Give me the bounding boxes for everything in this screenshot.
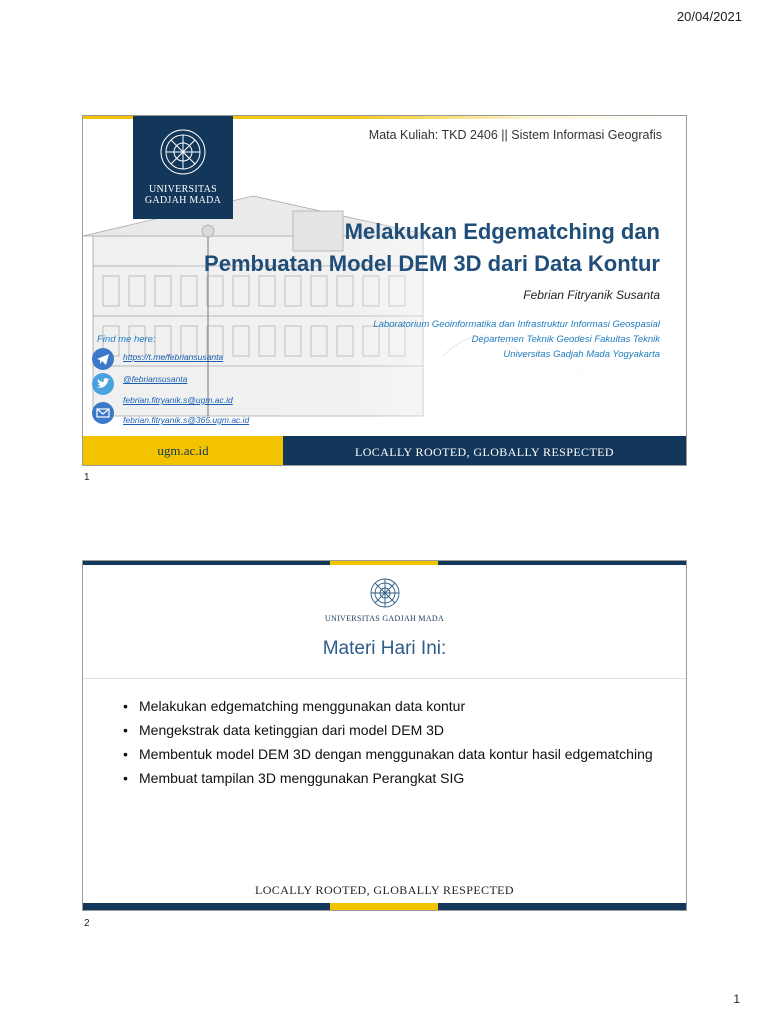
top-bar-left: [83, 561, 330, 565]
email-link-ugm[interactable]: febrian.fitryanik.s@ugm.ac.id: [123, 395, 233, 405]
top-bar-middle: [330, 561, 438, 565]
list-item: • Melakukan edgematching menggunakan data kontur: [117, 697, 657, 716]
bottom-bar-right: [438, 903, 686, 910]
find-me-label: Find me here:: [97, 334, 156, 345]
bottom-bar-left: [83, 903, 330, 910]
affiliation: Laboratorium Geoinformatika dan Infrastruktur Informasi Geospasial Departemen Teknik Geodesi Fakultas Teknik Universitas Gadjah Mada Yogyakarta: [373, 319, 660, 360]
top-bar-right: [438, 561, 686, 565]
page-number: 1: [733, 992, 740, 1006]
telegram-link[interactable]: https://t.me/febriansusanta: [123, 352, 224, 362]
course-label: Mata Kuliah: TKD 2406 || Sistem Informasi Geografis: [368, 128, 662, 142]
author-name: Febrian Fitryanik Susanta: [523, 288, 660, 302]
slide-number-2: 2: [84, 918, 90, 929]
footer-tagline: LOCALLY ROOTED, GLOBALLY RESPECTED: [255, 883, 514, 897]
telegram-icon: [92, 348, 114, 370]
slide-number-1: 1: [84, 472, 90, 483]
bottom-bar-middle: [330, 903, 438, 910]
twitter-icon: [92, 373, 114, 395]
list-item: • Membentuk model DEM 3D dengan menggunakan data kontur hasil edgematching: [117, 745, 657, 764]
twitter-link[interactable]: @febriansusanta: [123, 374, 188, 384]
slide-title: Melakukan Edgematching dan Pembuatan Model DEM 3D dari Data Kontur: [204, 219, 660, 276]
title-divider: [83, 678, 686, 679]
slide-1: [82, 115, 687, 466]
ugm-seal-icon: [133, 116, 233, 182]
topic-list: [117, 697, 657, 793]
email-icon: [92, 402, 114, 424]
slide-2: [82, 560, 687, 911]
university-name: UNIVERSITAS GADJAH MADA: [324, 614, 445, 623]
list-item: • Mengekstrak data ketinggian dari model DEM 3D: [117, 721, 657, 740]
page-date: 20/04/2021: [676, 9, 742, 24]
email-link-365[interactable]: febrian.fitryanik.s@365.ugm.ac.id: [123, 415, 250, 425]
university-name: UNIVERSITAS GADJAH MADA: [144, 184, 222, 206]
ugm-seal-icon: [369, 575, 401, 611]
footer-site: ugm.ac.id: [157, 443, 209, 458]
footer-tagline: LOCALLY ROOTED, GLOBALLY RESPECTED: [355, 445, 614, 459]
list-item: • Membuat tampilan 3D menggunakan Perangkat SIG: [117, 769, 657, 788]
slide-title: Materi Hari Ini:: [322, 638, 447, 659]
